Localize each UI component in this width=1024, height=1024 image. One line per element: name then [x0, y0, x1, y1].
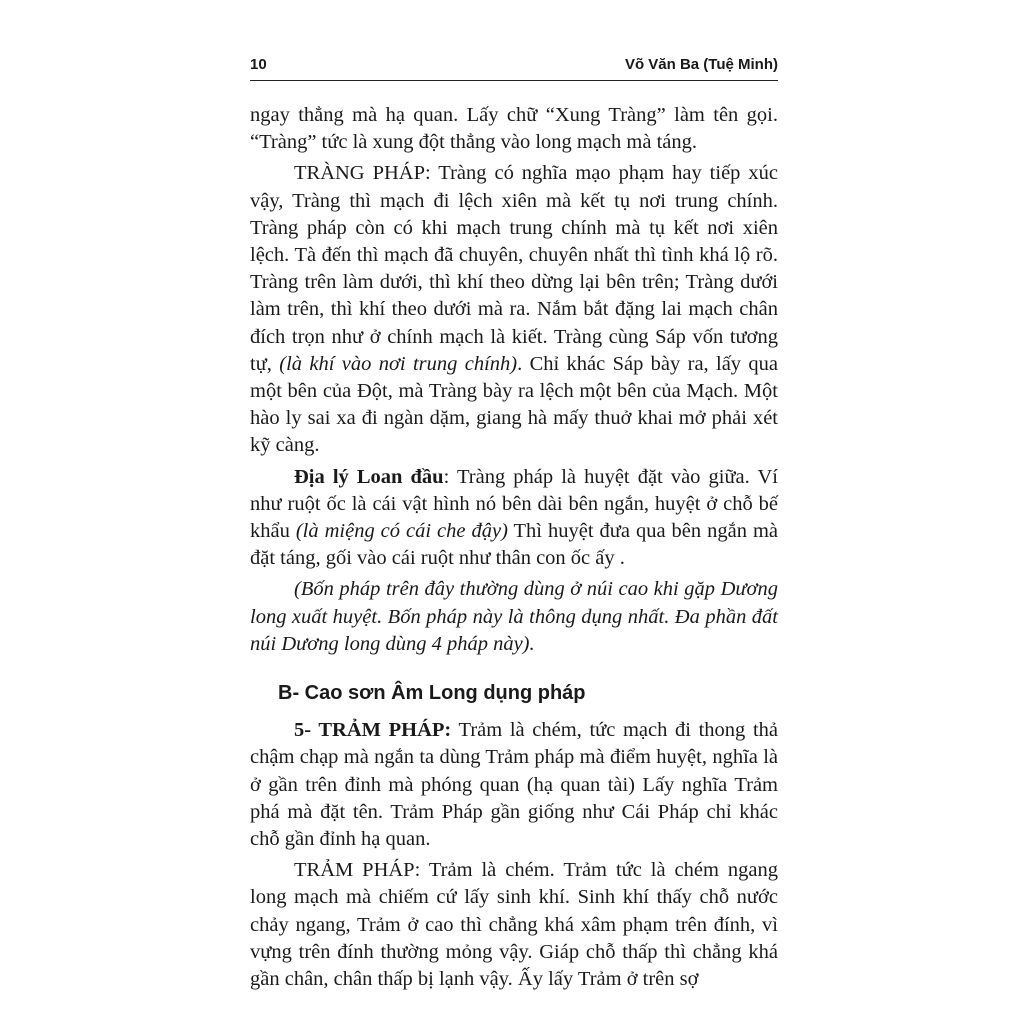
page-body [250, 102, 778, 993]
paragraph-1: ngay thẳng mà hạ quan. Lấy chữ “Xung Tràng” làm tên gọi. “Tràng” tức là xung đột thẳng vào long mạch mà táng. [250, 104, 778, 154]
running-author: Võ Văn Ba (Tuệ Minh) [624, 56, 778, 73]
page-header [250, 50, 778, 81]
section-heading: B- Cao sơn Âm Long dụng pháp [278, 682, 586, 705]
paragraph-3 [250, 464, 778, 573]
paragraph-5-text: Trảm là chém, tức mạch đi thong thả chậm chạp mà ngắn ta dùng Trảm pháp mà điểm huyệt, nghĩa là ở gần trên đỉnh mà phóng quan (hạ quan tài) Lấy nghĩa Trảm phá mà đặt tên. Trảm Pháp gần giống như Cái Pháp chỉ khác chỗ gần đỉnh hạ quan. [250, 719, 778, 851]
paragraph-2 [250, 160, 778, 459]
paragraph-2-text: TRÀNG PHÁP: Tràng có nghĩa mạo phạm hay tiếp xúc vậy, Tràng thì mạch đi lệch xiên mà kết tụ nơi trung chính. Tràng pháp còn có khi mạch trung chính mà tụ kết nơi xiên lệch. Tà đến thì mạch đã chuyên, chuyên nhất thì tình khá lộ rõ. Tràng trên làm dưới, thì khí theo dừng lại bên trên; Tràng dưới làm trên, thì khí theo dưới mà ra. Nắm bắt đặng lai mạch chân đích trọn như ở chính mạch là kiết. Tràng cùng Sáp vốn tương tự, [250, 162, 778, 375]
paragraph-4: (Bốn pháp trên đây thường dùng ở núi cao khi gặp Dương long xuất huyệt. Bốn pháp này là thông dụng nhất. Đa phần đất núi Dương long dùng 4 pháp này). [250, 578, 778, 655]
paragraph-3-bold: Địa lý Loan đầu [294, 465, 444, 488]
paragraph-5-bold: 5- TRẢM PHÁP: [294, 719, 452, 742]
paragraph-5 [250, 717, 778, 853]
page-number: 10 [250, 56, 267, 73]
paragraph-3-tail: Thì huyệt đưa qua bên ngắn mà đặt táng, gối vào cái ruột như thân con ốc ấy . [250, 520, 778, 570]
paragraph-3-italic: (là miệng có cái che đậy) [295, 520, 508, 543]
paragraph-3-text: : Tràng pháp là huyệt đặt vào giữa. Ví như ruột ốc là cái vật hình nó bên dài bên ngắn, huyệt ở chỗ bế khẩu [250, 465, 778, 543]
paragraph-2-tail: . Chỉ khác Sáp bày ra, lấy qua một bên của Đột, mà Tràng bày ra lệch một bên của Mạch. Một hào ly sai xa đi ngàn dặm, giang hà mấy thuở khai mở phải xét kỹ càng. [250, 352, 778, 457]
paragraph-2-italic: (là khí vào nơi trung chính) [279, 352, 518, 375]
paragraph-6: TRẢM PHÁP: Trảm là chém. Trảm tức là chém ngang long mạch mà chiếm cứ lấy sinh khí. Sinh khí thấy chỗ nước chảy ngang, Trảm ở cao thì chẳng khá xâm phạm trên đính, vì vựng trên đính thường mỏng vậy. Giáp chỗ thấp thì chẳng khá gần chân, chân thấp bị lạnh vậy. Ấy lấy Trảm ở trên sợ [250, 859, 778, 991]
